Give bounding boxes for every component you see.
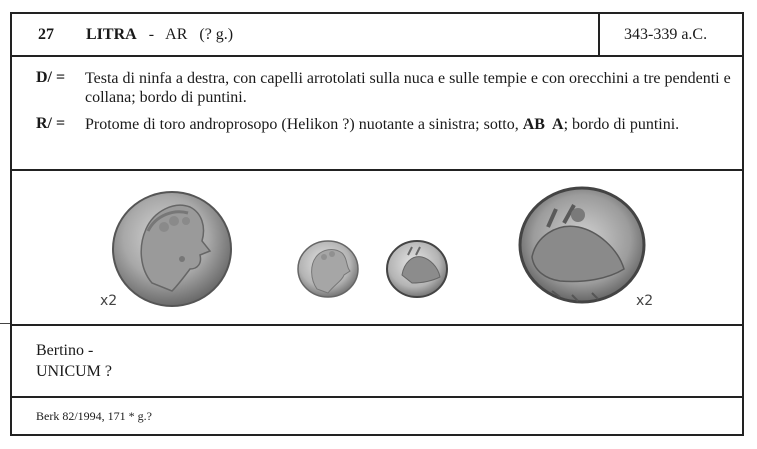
denomination: LITRA [86, 26, 137, 43]
obverse-description: Testa di ninfa a destra, con capelli arrotolati sulla nuca e sulle tempie e con orecchini a tre pendenti e collana; bordo di puntini. [85, 70, 731, 106]
coin-photos [12, 171, 742, 326]
title-separator: - [148, 26, 155, 43]
catalog-number: 27 [38, 26, 54, 43]
enlarged-reverse-coin [520, 188, 644, 302]
enlarged-obverse-scale: x2 [100, 293, 118, 309]
metal: AR [165, 26, 188, 43]
description-row [12, 57, 742, 171]
reverse-label: R/ = [36, 115, 66, 132]
bibliographic-reference: Berk 82/1994, 171 * g.? [36, 409, 152, 423]
reverse-text-after: ; bordo di puntini. [563, 116, 680, 133]
coin-catalog-card [10, 12, 744, 436]
reverse-legend: AB A [522, 116, 564, 133]
reverse-coin [387, 241, 447, 297]
header-row [12, 14, 742, 57]
date-cell [598, 14, 742, 57]
coin-date: 343-339 a.C. [624, 26, 708, 43]
reference-row [12, 398, 742, 436]
obverse-label: D/ = [36, 69, 66, 86]
reverse-description [85, 115, 733, 134]
notes-collection: Bertino - [36, 342, 94, 359]
obverse-coin [298, 241, 358, 297]
weight: (? g.) [199, 26, 234, 43]
coin-title [86, 26, 233, 44]
enlarged-reverse-scale: x2 [636, 293, 654, 309]
reverse-text-before: Protome di toro androprosopo (Helikon ?) nuotante a sinistra; sotto, [85, 116, 523, 133]
enlarged-obverse-coin [113, 192, 231, 306]
notes-row [12, 326, 742, 398]
notes-rarity: UNICUM ? [36, 363, 112, 380]
coin-images-row [12, 171, 742, 326]
